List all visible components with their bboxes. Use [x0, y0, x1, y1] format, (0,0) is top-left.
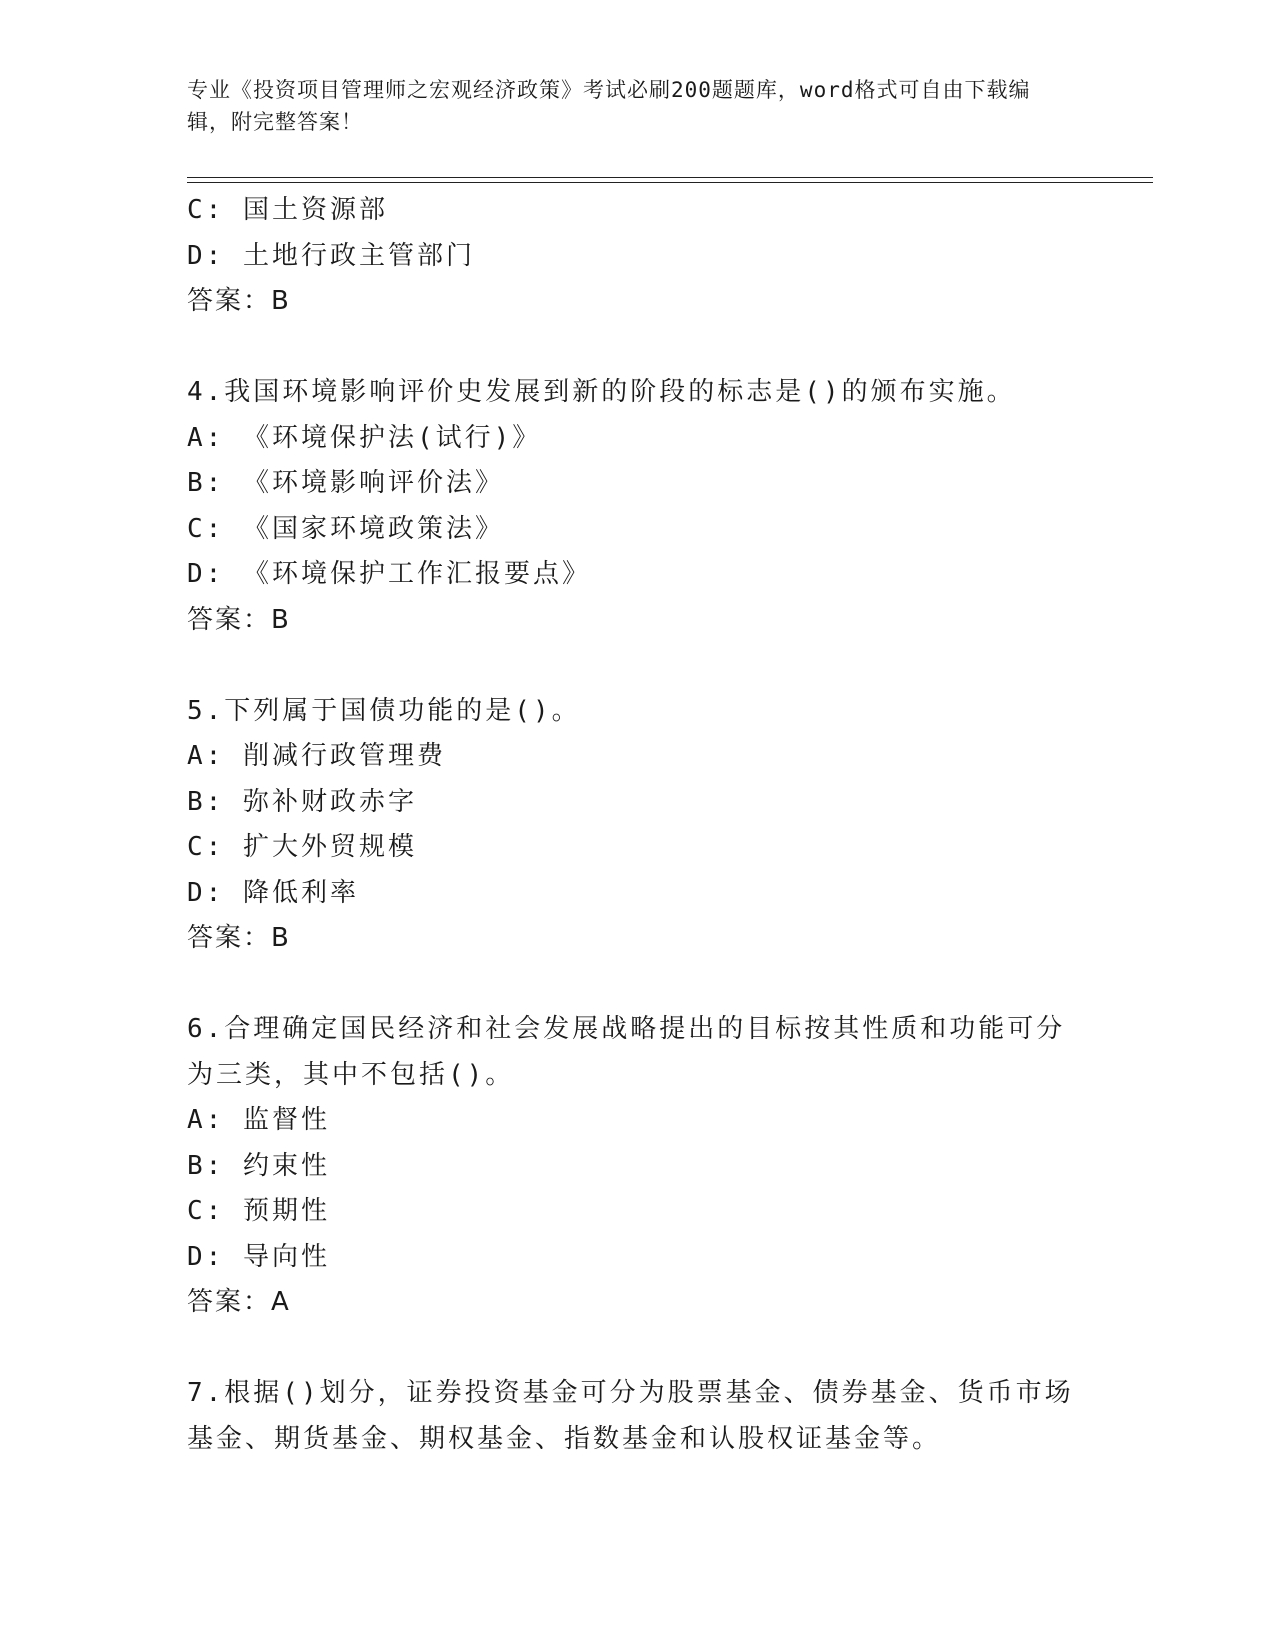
question-list	[187, 188, 1074, 1462]
option-a: A: 削减行政管理费	[187, 741, 446, 771]
option-c: C: 预期性	[187, 1196, 330, 1226]
question-text-line-1: 6.合理确定国民经济和社会发展战略提出的目标按其性质和功能可分	[187, 1014, 1066, 1044]
question-text-line-2: 为三类，其中不包括()。	[187, 1059, 515, 1090]
question-5	[187, 689, 1067, 962]
option-c: C: 《国家环境政策法》	[187, 513, 504, 544]
answer: 答案：B	[187, 923, 291, 953]
spacer	[187, 1326, 1067, 1372]
option-c: C: 国土资源部	[187, 195, 388, 225]
answer: 答案：B	[187, 286, 291, 316]
spacer	[187, 643, 1067, 689]
answer: 答案：A	[187, 1287, 291, 1317]
option-d: D: 土地行政主管部门	[187, 240, 475, 271]
question-7	[187, 1371, 1074, 1462]
option-b: B: 约束性	[187, 1150, 330, 1181]
option-d: D: 《环境保护工作汇报要点》	[187, 559, 591, 589]
question-6	[187, 1007, 1067, 1326]
option-b: B: 《环境影响评价法》	[187, 468, 504, 498]
question-text: 4.我国环境影响评价史发展到新的阶段的标志是()的颁布实施。	[187, 377, 1016, 407]
question-4	[187, 370, 1067, 643]
option-d: D: 降低利率	[187, 877, 359, 908]
question-3-tail	[187, 188, 1067, 325]
option-a: A: 《环境保护法(试行)》	[187, 422, 542, 453]
spacer	[187, 325, 1067, 371]
header-rule-top	[187, 177, 1153, 178]
answer: 答案：B	[187, 604, 291, 635]
question-text: 5.下列属于国债功能的是()。	[187, 695, 581, 726]
document-header-title: 专业《投资项目管理师之宏观经济政策》考试必刷200题题库，word格式可自由下载编辑，附完整答案！	[187, 78, 1031, 134]
question-text-line-1: 7.根据()划分，证券投资基金可分为股票基金、债券基金、货币市场	[187, 1378, 1074, 1408]
option-c: C: 扩大外贸规模	[187, 832, 417, 862]
option-b: B: 弥补财政赤字	[187, 786, 417, 817]
spacer	[187, 962, 1067, 1008]
question-text-line-2: 基金、期货基金、期权基金、指数基金和认股权证基金等。	[187, 1423, 942, 1454]
option-a: A: 监督性	[187, 1105, 330, 1135]
option-d: D: 导向性	[187, 1241, 330, 1272]
header-rule-bottom	[187, 182, 1153, 183]
